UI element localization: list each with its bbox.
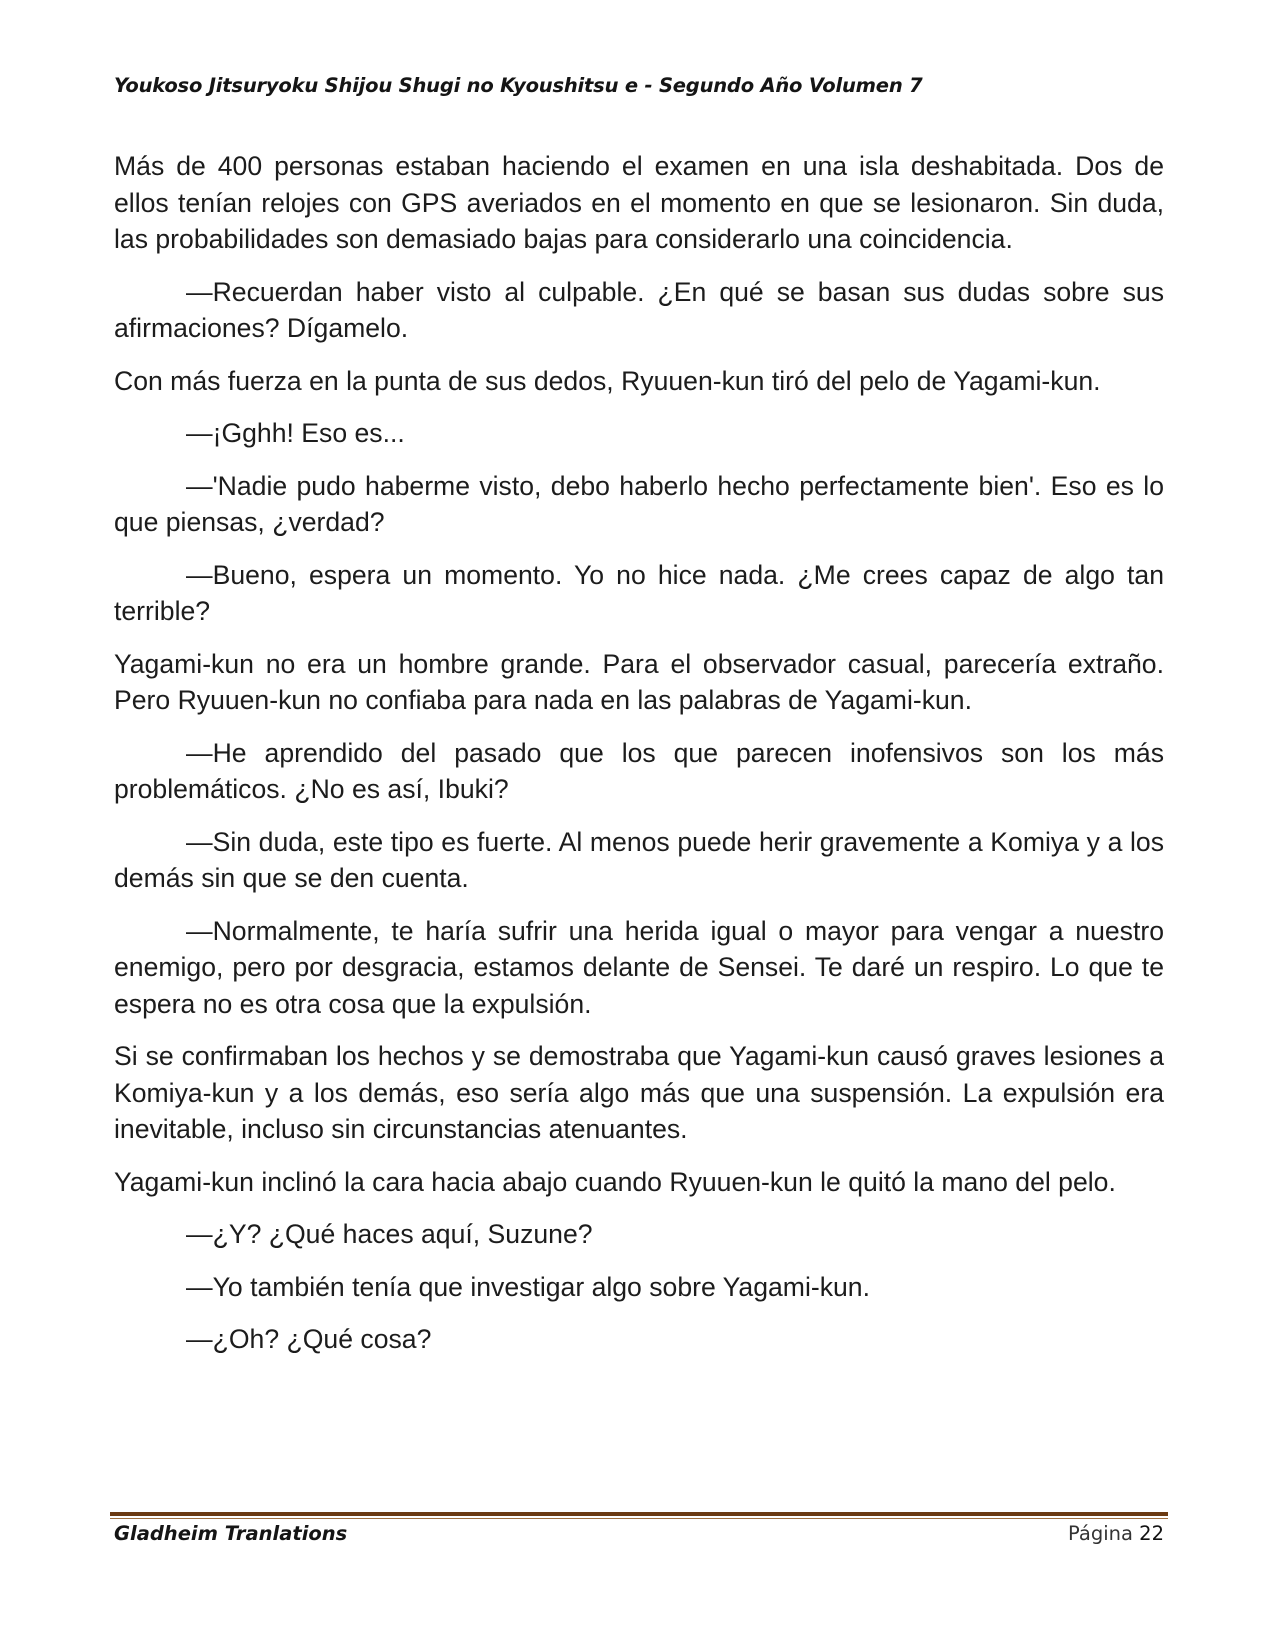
paragraph: Más de 400 personas estaban haciendo el examen en una isla deshabitada. Dos de ellos tenían relojes con GPS averiados en el momento en que se lesionaron. Sin duda, las probabilidades son demasiado bajas para considerarlo una coincidencia.: [114, 151, 1164, 254]
paragraph: Si se confirmaban los hechos y se demostraba que Yagami-kun causó graves lesiones a Komiya-kun y a los demás, eso sería algo más que una suspensión. La expulsión era inevitable, incluso sin circunstancias atenuantes.: [114, 1041, 1164, 1144]
dialog-line: —'Nadie pudo haberme visto, debo haberlo hecho perfectamente bien'. Eso es lo que piensas, ¿verdad?: [114, 470, 1164, 537]
dialog-line: —Recuerdan haber visto al culpable. ¿En qué se basan sus dudas sobre sus afirmaciones? Dígamelo.: [114, 276, 1164, 343]
footer-divider: [110, 1512, 1168, 1519]
page-number-value: 22: [1139, 1522, 1164, 1545]
dialog-line: —¡Gghh! Eso es...: [186, 418, 405, 448]
paragraph: Yagami-kun no era un hombre grande. Para el observador casual, parecería extraño. Pero Ryuuen-kun no confiaba para nada en las palabras de Yagami-kun.: [114, 648, 1164, 715]
dialog-line: —Sin duda, este tipo es fuerte. Al menos puede herir gravemente a Komiya y a los demás sin que se den cuenta.: [114, 826, 1164, 893]
page-body: [114, 148, 1164, 1374]
dialog-line: —¿Oh? ¿Qué cosa?: [186, 1324, 432, 1354]
page-label: Página: [1068, 1522, 1133, 1545]
dialog-line: —He aprendido del pasado que los que parecen inofensivos son los más problemáticos. ¿No es así, Ibuki?: [114, 737, 1164, 804]
footer-credit: Gladheim Tranlations: [114, 1522, 348, 1545]
dialog-line: —Yo también tenía que investigar algo sobre Yagami-kun.: [186, 1271, 870, 1302]
footer-divider-thin: [110, 1518, 1168, 1519]
dialog-line: —¿Y? ¿Qué haces aquí, Suzune?: [186, 1219, 593, 1249]
dialog-line: —Normalmente, te haría sufrir una herida igual o mayor para vengar a nuestro enemigo, pero por desgracia, estamos delante de Sensei. Te daré un respiro. Lo que te espera no es otra cosa que la expulsión.: [114, 915, 1164, 1019]
paragraph: Con más fuerza en la punta de sus dedos, Ryuuen-kun tiró del pelo de Yagami-kun.: [114, 365, 1101, 396]
footer-divider-thick: [110, 1512, 1168, 1516]
dialog-line: —Bueno, espera un momento. Yo no hice nada. ¿Me crees capaz de algo tan terrible?: [114, 559, 1164, 626]
page-number: [1068, 1522, 1164, 1545]
running-header: Youkoso Jitsuryoku Shijou Shugi no Kyoushitsu e - Segundo Año Volumen 7: [114, 74, 923, 97]
paragraph: Yagami-kun inclinó la cara hacia abajo cuando Ryuuen-kun le quitó la mano del pelo.: [114, 1166, 1116, 1197]
